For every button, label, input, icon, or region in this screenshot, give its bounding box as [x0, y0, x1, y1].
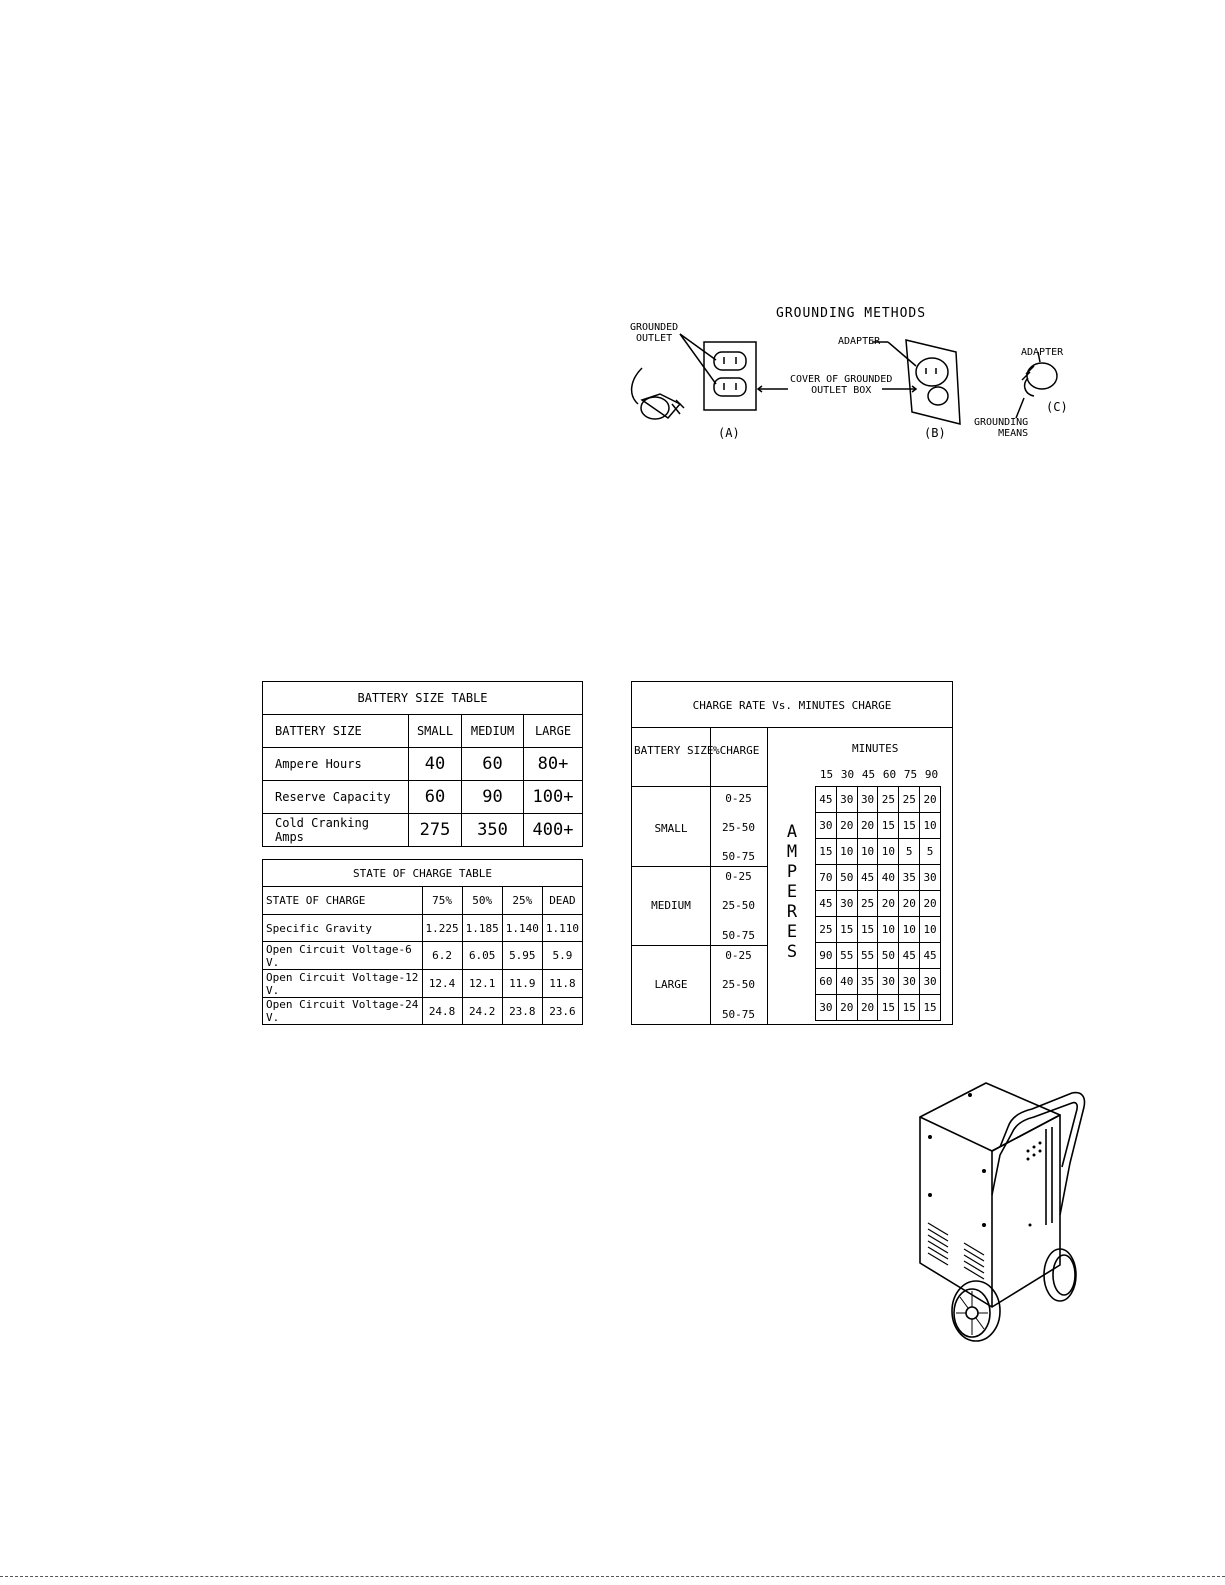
minutes-header-row: 15 30 45 60 75 90 [819, 768, 939, 781]
table-row: 45 30 30 25 25 20 [816, 787, 941, 813]
battery-charger-cart-icon [900, 1075, 1100, 1355]
table-row: Specific Gravity 1.225 1.185 1.140 1.110 [263, 915, 583, 942]
header-50: 50% [462, 887, 502, 915]
grounded-outlet-icon [704, 342, 756, 410]
charge-range: 50-75 [721, 850, 756, 863]
page-bottom-rule [0, 1576, 1225, 1577]
header-battery-size: BATTERY SIZE [263, 715, 409, 748]
charge-range: 25-50 [721, 821, 756, 834]
label-b: (B) [924, 426, 946, 440]
adapter-icon [1016, 352, 1057, 418]
table-row: 60 40 35 30 30 30 [816, 969, 941, 995]
adapter-c-label: ADAPTER [1021, 347, 1064, 358]
table-row: Open Circuit Voltage-6 V. 6.2 6.05 5.95 5.9 [263, 942, 583, 970]
grounded-outlet-label: GROUNDED OUTLET [630, 322, 679, 344]
battery-size-table [262, 681, 583, 847]
header-large: LARGE [524, 715, 583, 748]
cover-of-outlet-box-label: COVER OF GROUNDED OUTLET BOX [790, 374, 893, 396]
table-row: Reserve Capacity 60 90 100+ [263, 781, 583, 814]
charge-range: 0-25 [725, 792, 752, 805]
grounding-means-label: GROUNDING MEANS [974, 417, 1029, 439]
charge-rate-title: CHARGE RATE Vs. MINUTES CHARGE [692, 699, 892, 712]
grounding-methods-figure [620, 300, 1100, 450]
charge-range: 0-25 [725, 949, 752, 962]
plug-cord-icon [632, 368, 684, 419]
charge-range: 50-75 [721, 929, 756, 942]
adapter-b-label: ADAPTER [838, 336, 881, 347]
size-medium: MEDIUM [651, 899, 691, 912]
table-row: 90 55 55 50 45 45 [816, 943, 941, 969]
state-of-charge-table [262, 859, 583, 1025]
size-small: SMALL [654, 822, 688, 835]
label-a: (A) [718, 426, 740, 440]
table-row: Open Circuit Voltage-24 V. 24.8 24.2 23.8 23.6 [263, 998, 583, 1025]
header-small: SMALL [409, 715, 462, 748]
table-row: 15 10 10 10 5 5 [816, 839, 941, 865]
col-battery-size: BATTERY SIZE [634, 744, 714, 757]
table-row: 30 20 20 15 15 15 [816, 995, 941, 1021]
table-row: 25 15 15 10 10 10 [816, 917, 941, 943]
grounding-drawing [620, 300, 1100, 450]
header-medium: MEDIUM [462, 715, 524, 748]
col-charge: %CHARGE [713, 744, 760, 757]
table-row: Ampere Hours 40 60 80+ [263, 748, 583, 781]
charge-rate-table [631, 681, 953, 1025]
table-row: 30 20 20 15 15 10 [816, 813, 941, 839]
header-state-of-charge: STATE OF CHARGE [263, 887, 423, 915]
table-row: Cold Cranking Amps 275 350 400+ [263, 814, 583, 847]
grounding-title: GROUNDING METHODS [776, 306, 927, 321]
header-25: 25% [502, 887, 542, 915]
charge-range: 50-75 [721, 1008, 756, 1021]
col-minutes: MINUTES [852, 742, 899, 755]
amperes-vertical-label: A M P E R E S [786, 822, 798, 962]
state-of-charge-table-title: STATE OF CHARGE TABLE [263, 860, 583, 887]
header-75: 75% [422, 887, 462, 915]
label-c: (C) [1046, 400, 1068, 414]
outlet-with-adapter-icon [906, 340, 960, 424]
size-large: LARGE [654, 978, 688, 991]
charge-range: 0-25 [725, 870, 752, 883]
table-row: 45 30 25 20 20 20 [816, 891, 941, 917]
battery-size-table-title: BATTERY SIZE TABLE [263, 682, 583, 715]
table-row: Open Circuit Voltage-12 V. 12.4 12.1 11.9 11.8 [263, 970, 583, 998]
charge-range: 25-50 [721, 978, 756, 991]
ampere-values-grid [815, 786, 941, 1021]
table-row: 70 50 45 40 35 30 [816, 865, 941, 891]
header-dead: DEAD [542, 887, 582, 915]
charge-range: 25-50 [721, 899, 756, 912]
